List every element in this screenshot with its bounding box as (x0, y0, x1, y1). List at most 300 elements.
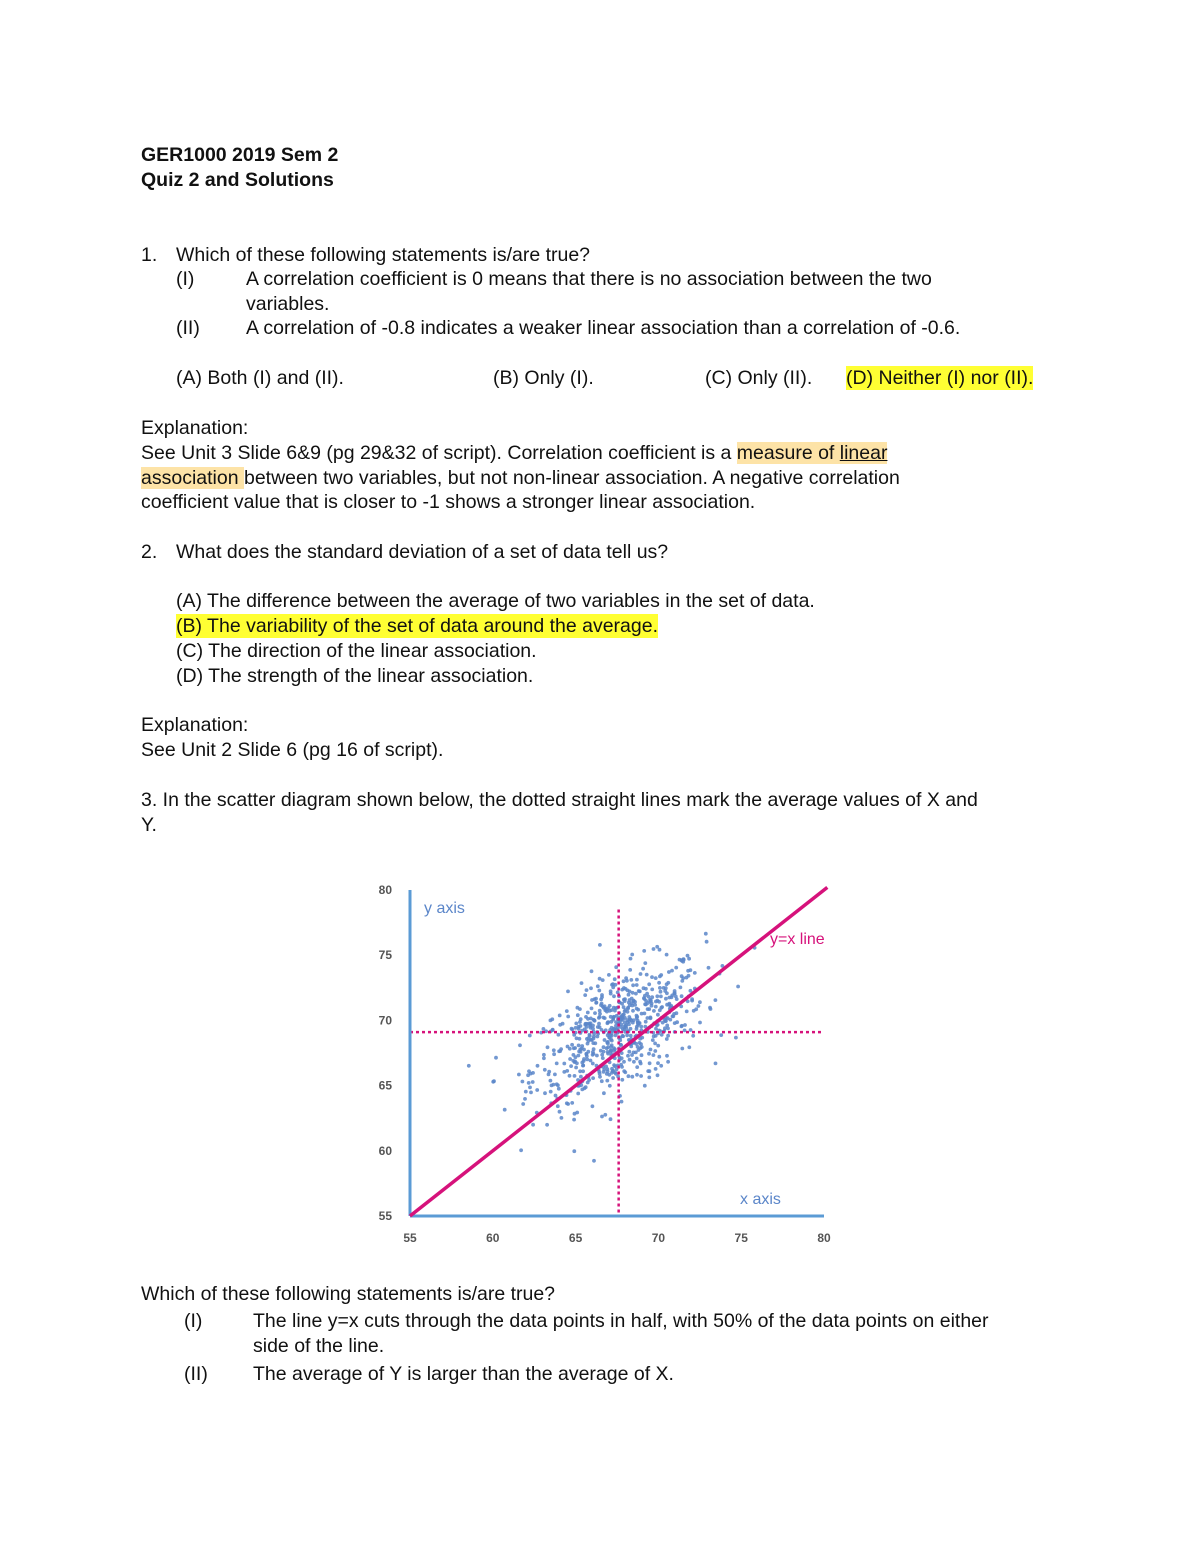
data-point (610, 983, 614, 987)
data-point (592, 1018, 596, 1022)
y-tick-label-0: 55 (378, 1209, 392, 1223)
data-point (660, 1033, 664, 1037)
data-point (634, 992, 638, 996)
data-point (736, 985, 740, 989)
q1-option-b: (B) Only (I). (493, 367, 594, 389)
data-point (674, 966, 678, 970)
q3-statement-1-label: (I) (184, 1310, 203, 1332)
q1-explanation-label: Explanation: (141, 417, 249, 439)
data-point (605, 1079, 609, 1083)
data-point (553, 1073, 557, 1077)
data-point (565, 1009, 569, 1013)
data-point (565, 1069, 569, 1073)
data-point (602, 1016, 606, 1020)
data-point (659, 990, 663, 994)
data-point (557, 1087, 561, 1091)
data-point (566, 990, 570, 994)
data-point (629, 978, 633, 982)
data-point (612, 994, 616, 998)
data-point (519, 1148, 523, 1152)
data-point (593, 1041, 597, 1045)
data-point (604, 1065, 608, 1069)
data-point (569, 1064, 573, 1068)
page-subtitle: Quiz 2 and Solutions (141, 169, 334, 191)
data-point (491, 1080, 495, 1084)
q1-statement-1-text: A correlation coefficient is 0 means that there is no association between the two (246, 268, 932, 290)
y-equals-x-line (410, 887, 827, 1216)
data-point (680, 1024, 684, 1028)
data-point (622, 1069, 626, 1073)
data-point (600, 1079, 604, 1083)
data-point (535, 1088, 539, 1092)
data-points (467, 932, 757, 1163)
data-point (576, 1092, 580, 1096)
q1-expl-text: See Unit 3 Slide 6&9 (pg 29&32 of script). Correlation coefficient is a (141, 442, 737, 464)
data-point (627, 1074, 631, 1078)
q1-expl-highlight-measure: measure of (736, 442, 840, 464)
q1-statement-2-label: (II) (176, 317, 200, 339)
data-point (642, 949, 646, 953)
data-point (707, 966, 711, 970)
data-point (630, 953, 634, 957)
data-point (577, 1044, 581, 1048)
data-point (552, 1048, 556, 1052)
data-point (645, 973, 649, 977)
data-point (591, 1027, 595, 1031)
data-point (518, 1043, 522, 1047)
q3-statement-1-text: The line y=x cuts through the data points in half, with 50% of the data points on either (253, 1310, 989, 1332)
data-point (652, 1009, 656, 1013)
data-point (639, 972, 643, 976)
data-point (622, 1060, 626, 1064)
x-tick-label-2: 65 (568, 1231, 583, 1245)
q2-option-d: (D) The strength of the linear association. (176, 665, 534, 687)
data-point (664, 997, 668, 1001)
data-point (680, 1047, 684, 1051)
data-point (528, 1086, 532, 1090)
data-point (555, 1062, 559, 1066)
q1-expl-highlight-association: association (141, 467, 244, 489)
data-point (647, 1076, 651, 1080)
data-point (621, 1013, 625, 1017)
data-point (591, 1076, 595, 1080)
q1-explanation-line-1 (141, 441, 887, 465)
data-point (628, 968, 632, 972)
data-point (622, 998, 626, 1002)
data-point (542, 1053, 546, 1057)
data-point (610, 1026, 614, 1030)
data-point (643, 961, 647, 965)
data-point (680, 974, 684, 978)
data-point (523, 1097, 527, 1101)
data-point (527, 1081, 531, 1085)
data-point (583, 993, 587, 997)
data-point (467, 1064, 471, 1068)
data-point (602, 1091, 606, 1095)
data-point (529, 1091, 533, 1095)
data-point (656, 1073, 660, 1077)
data-point (552, 1083, 556, 1087)
data-point (654, 1067, 658, 1071)
data-point (613, 977, 617, 981)
data-point (666, 1027, 670, 1031)
data-point (570, 1043, 574, 1047)
data-point (659, 1064, 663, 1068)
data-point (555, 1082, 559, 1086)
data-point (594, 997, 598, 1001)
data-point (647, 982, 651, 986)
data-point (622, 1005, 626, 1009)
data-point (527, 1069, 531, 1073)
data-point (635, 978, 639, 982)
data-point (698, 1000, 702, 1004)
data-point (606, 1070, 610, 1074)
data-point (585, 1025, 589, 1029)
data-point (623, 1021, 627, 1025)
data-point (652, 1035, 656, 1039)
y-equals-x-line-label: y=x line (770, 931, 825, 948)
data-point (638, 1041, 642, 1045)
q1-expl-text-cont: between two variables, but not non-linear association. A negative correlation (243, 467, 900, 489)
data-point (611, 1076, 615, 1080)
data-point (590, 969, 594, 973)
q3-intro-line-2: Y. (141, 814, 157, 836)
x-tick-label-1: 60 (486, 1231, 500, 1245)
data-point (579, 1075, 583, 1079)
data-point (575, 1036, 579, 1040)
data-point (679, 986, 683, 990)
q3-statement-2-text: The average of Y is larger than the average of X. (253, 1363, 674, 1385)
data-point (585, 988, 589, 992)
data-point (649, 1048, 653, 1052)
data-point (628, 1058, 632, 1062)
data-point (606, 1050, 610, 1054)
data-point (640, 1053, 644, 1057)
data-point (603, 1113, 607, 1117)
data-point (678, 958, 682, 962)
data-point (635, 1057, 639, 1061)
data-point (620, 1078, 624, 1082)
data-point (640, 1045, 644, 1049)
data-point (546, 1045, 550, 1049)
data-point (602, 1045, 606, 1049)
data-point (666, 1034, 670, 1038)
data-point (605, 1010, 609, 1014)
data-point (635, 983, 639, 987)
data-point (644, 1020, 648, 1024)
data-point (576, 1013, 580, 1017)
data-point (704, 932, 708, 936)
data-point (598, 1072, 602, 1076)
data-point (630, 1075, 634, 1079)
q1-statement-1-text-cont: variables. (246, 293, 330, 315)
q1-option-d-answer: (D) Neither (I) nor (II). (846, 367, 1034, 389)
data-point (554, 1094, 558, 1098)
data-point (622, 979, 626, 983)
data-point (714, 1062, 718, 1066)
data-point (606, 1033, 610, 1037)
data-point (596, 1025, 600, 1029)
data-point (643, 997, 647, 1001)
data-point (640, 1012, 644, 1016)
data-point (587, 1022, 591, 1026)
data-point (603, 1038, 607, 1042)
data-point (632, 1060, 636, 1064)
data-point (590, 1007, 594, 1011)
data-point (558, 1014, 562, 1018)
data-point (631, 1009, 635, 1013)
q3-statement-1-text-cont: side of the line. (253, 1335, 385, 1357)
data-point (664, 1019, 668, 1023)
data-point (568, 1057, 572, 1061)
q1-explanation-line-3: coefficient value that is closer to -1 shows a stronger linear association. (141, 491, 756, 513)
data-point (572, 1118, 576, 1122)
data-point (641, 967, 645, 971)
data-point (719, 1033, 723, 1037)
data-point (601, 1056, 605, 1060)
data-point (609, 992, 613, 996)
data-point (635, 1027, 639, 1031)
data-point (558, 1023, 562, 1027)
data-point (542, 1056, 546, 1060)
q1-expl-highlight-linear: linear (839, 442, 888, 464)
data-point (659, 995, 663, 999)
data-point (609, 1117, 613, 1121)
data-point (627, 1019, 631, 1023)
data-point (536, 1064, 540, 1068)
data-point (503, 1108, 507, 1112)
q3-intro-line-1: 3. In the scatter diagram shown below, the dotted straight lines mark the average values of X and (141, 789, 978, 811)
page-title: GER1000 2019 Sem 2 (141, 144, 339, 166)
y-tick-label-5: 80 (378, 883, 392, 897)
data-point (656, 1044, 660, 1048)
data-point (638, 1021, 642, 1025)
data-point (556, 1104, 560, 1108)
data-point (652, 1053, 656, 1057)
data-point (638, 990, 642, 994)
data-point (597, 1016, 601, 1020)
data-point (577, 1054, 581, 1058)
data-point (629, 957, 633, 961)
data-point (568, 1047, 572, 1051)
data-point (610, 1043, 614, 1047)
data-point (649, 999, 653, 1003)
data-point (524, 1090, 528, 1094)
data-point (608, 1084, 612, 1088)
y-tick-label-3: 70 (378, 1013, 392, 1028)
data-point (683, 1029, 687, 1033)
data-point (594, 1001, 598, 1005)
data-point (598, 1012, 602, 1016)
data-point (521, 1102, 525, 1106)
data-point (653, 1049, 657, 1053)
q1-question: Which of these following statements is/are true? (176, 244, 591, 266)
data-point (687, 1045, 691, 1049)
data-point (656, 999, 660, 1003)
data-point (657, 1055, 661, 1059)
data-point (646, 1001, 650, 1005)
data-point (573, 1046, 577, 1050)
data-point (600, 1115, 604, 1119)
data-point (675, 1020, 679, 1024)
data-point (531, 1123, 535, 1127)
data-point (600, 993, 604, 997)
data-point (585, 1058, 589, 1062)
data-point (627, 1001, 631, 1005)
q2-option-a: (A) The difference between the average of two variables in the set of data. (176, 590, 815, 612)
data-point (658, 948, 662, 952)
q2-option-b-answer: (B) The variability of the set of data around the average. (176, 615, 659, 637)
data-point (574, 1022, 578, 1026)
data-point (521, 1080, 525, 1084)
data-point (577, 1027, 581, 1031)
data-point (643, 994, 647, 998)
data-point (570, 1101, 574, 1105)
data-point (547, 1070, 551, 1074)
data-point (584, 1085, 588, 1089)
data-point (575, 1111, 579, 1115)
data-point (666, 981, 670, 985)
data-point (559, 1047, 563, 1051)
data-point (613, 1009, 617, 1013)
data-point (545, 1123, 549, 1127)
data-point (653, 1042, 657, 1046)
data-point (611, 1016, 615, 1020)
data-point (656, 1061, 660, 1065)
q3-statement-2-label: (II) (184, 1363, 208, 1385)
data-point (644, 987, 648, 991)
data-point (613, 1047, 617, 1051)
data-point (592, 1159, 596, 1163)
data-point (705, 940, 709, 944)
data-point (657, 981, 661, 985)
data-point (606, 1006, 610, 1010)
data-point (517, 1073, 521, 1077)
data-point (667, 970, 671, 974)
data-point (709, 1007, 713, 1011)
scatter-diagram (360, 878, 850, 1248)
data-point (610, 1071, 614, 1075)
data-point (573, 1074, 577, 1078)
data-point (631, 983, 635, 987)
data-point (543, 1068, 547, 1072)
data-point (597, 1022, 601, 1026)
data-point (582, 1059, 586, 1063)
data-point (560, 1116, 564, 1120)
q1-explanation-line-2 (141, 466, 900, 490)
data-point (646, 1007, 650, 1011)
data-point (658, 975, 662, 979)
data-point (654, 976, 658, 980)
data-point (549, 1090, 553, 1094)
q1-option-a: (A) Both (I) and (II). (176, 367, 344, 389)
data-point (597, 989, 601, 993)
data-point (689, 1028, 693, 1032)
data-point (543, 1091, 547, 1095)
data-point (580, 1088, 584, 1092)
data-point (627, 993, 631, 997)
data-point (648, 1061, 652, 1065)
y-tick-label-1: 60 (378, 1143, 392, 1158)
data-point (581, 1069, 585, 1073)
data-point (643, 1084, 647, 1088)
data-point (593, 1011, 597, 1015)
data-point (549, 1079, 553, 1083)
y-tick-label-4: 75 (378, 948, 392, 963)
data-point (681, 960, 685, 964)
data-point (592, 1047, 596, 1051)
data-point (690, 997, 694, 1001)
x-tick-label-5: 80 (817, 1231, 831, 1245)
data-point (656, 1013, 660, 1017)
data-point (586, 1011, 590, 1015)
data-point (526, 1073, 530, 1077)
data-point (587, 1078, 591, 1082)
data-point (620, 1100, 624, 1104)
data-point (685, 1010, 689, 1014)
data-point (591, 1062, 595, 1066)
data-point (584, 1015, 588, 1019)
q2-explanation: See Unit 2 Slide 6 (pg 16 of script). (141, 739, 444, 761)
data-point (589, 1059, 593, 1063)
data-point (665, 1037, 669, 1041)
data-point (602, 1050, 606, 1054)
data-point (654, 1005, 658, 1009)
data-point (638, 1060, 642, 1064)
data-point (598, 977, 602, 981)
data-point (494, 1056, 498, 1060)
data-point (639, 1025, 643, 1029)
data-point (655, 994, 659, 998)
data-point (570, 1027, 574, 1031)
data-point (687, 974, 691, 978)
data-point (612, 1063, 616, 1067)
x-axis-label: x axis (740, 1191, 781, 1208)
data-point (658, 986, 662, 990)
data-point (698, 1021, 702, 1025)
data-point (606, 1021, 610, 1025)
data-point (668, 996, 672, 1000)
data-point (574, 1066, 578, 1070)
data-point (552, 1052, 556, 1056)
data-point (635, 1007, 639, 1011)
data-point (624, 987, 628, 991)
data-point (557, 1033, 561, 1037)
data-point (667, 1003, 671, 1007)
data-point (627, 1050, 631, 1054)
x-tick-label-0: 55 (403, 1231, 417, 1245)
data-point (595, 1054, 599, 1058)
data-point (650, 975, 654, 979)
q1-option-c: (C) Only (II). (705, 367, 813, 389)
data-point (586, 1050, 590, 1054)
q1-number: 1. (141, 244, 158, 266)
data-point (636, 1045, 640, 1049)
q2-question: What does the standard deviation of a set of data tell us? (176, 541, 669, 563)
data-point (675, 997, 679, 1001)
q2-explanation-label: Explanation: (141, 714, 249, 736)
q1-statement-2-text: A correlation of -0.8 indicates a weaker linear association than a correlation of -0.6. (246, 317, 961, 339)
data-point (576, 1006, 580, 1010)
data-point (607, 973, 611, 977)
y-tick-label-2: 65 (378, 1078, 392, 1093)
q3-question: Which of these following statements is/are true? (141, 1283, 556, 1305)
data-point (606, 1042, 610, 1046)
data-point (651, 1038, 655, 1042)
data-point (598, 943, 602, 947)
data-point (647, 1052, 651, 1056)
q2-option-c: (C) The direction of the linear association. (176, 640, 537, 662)
